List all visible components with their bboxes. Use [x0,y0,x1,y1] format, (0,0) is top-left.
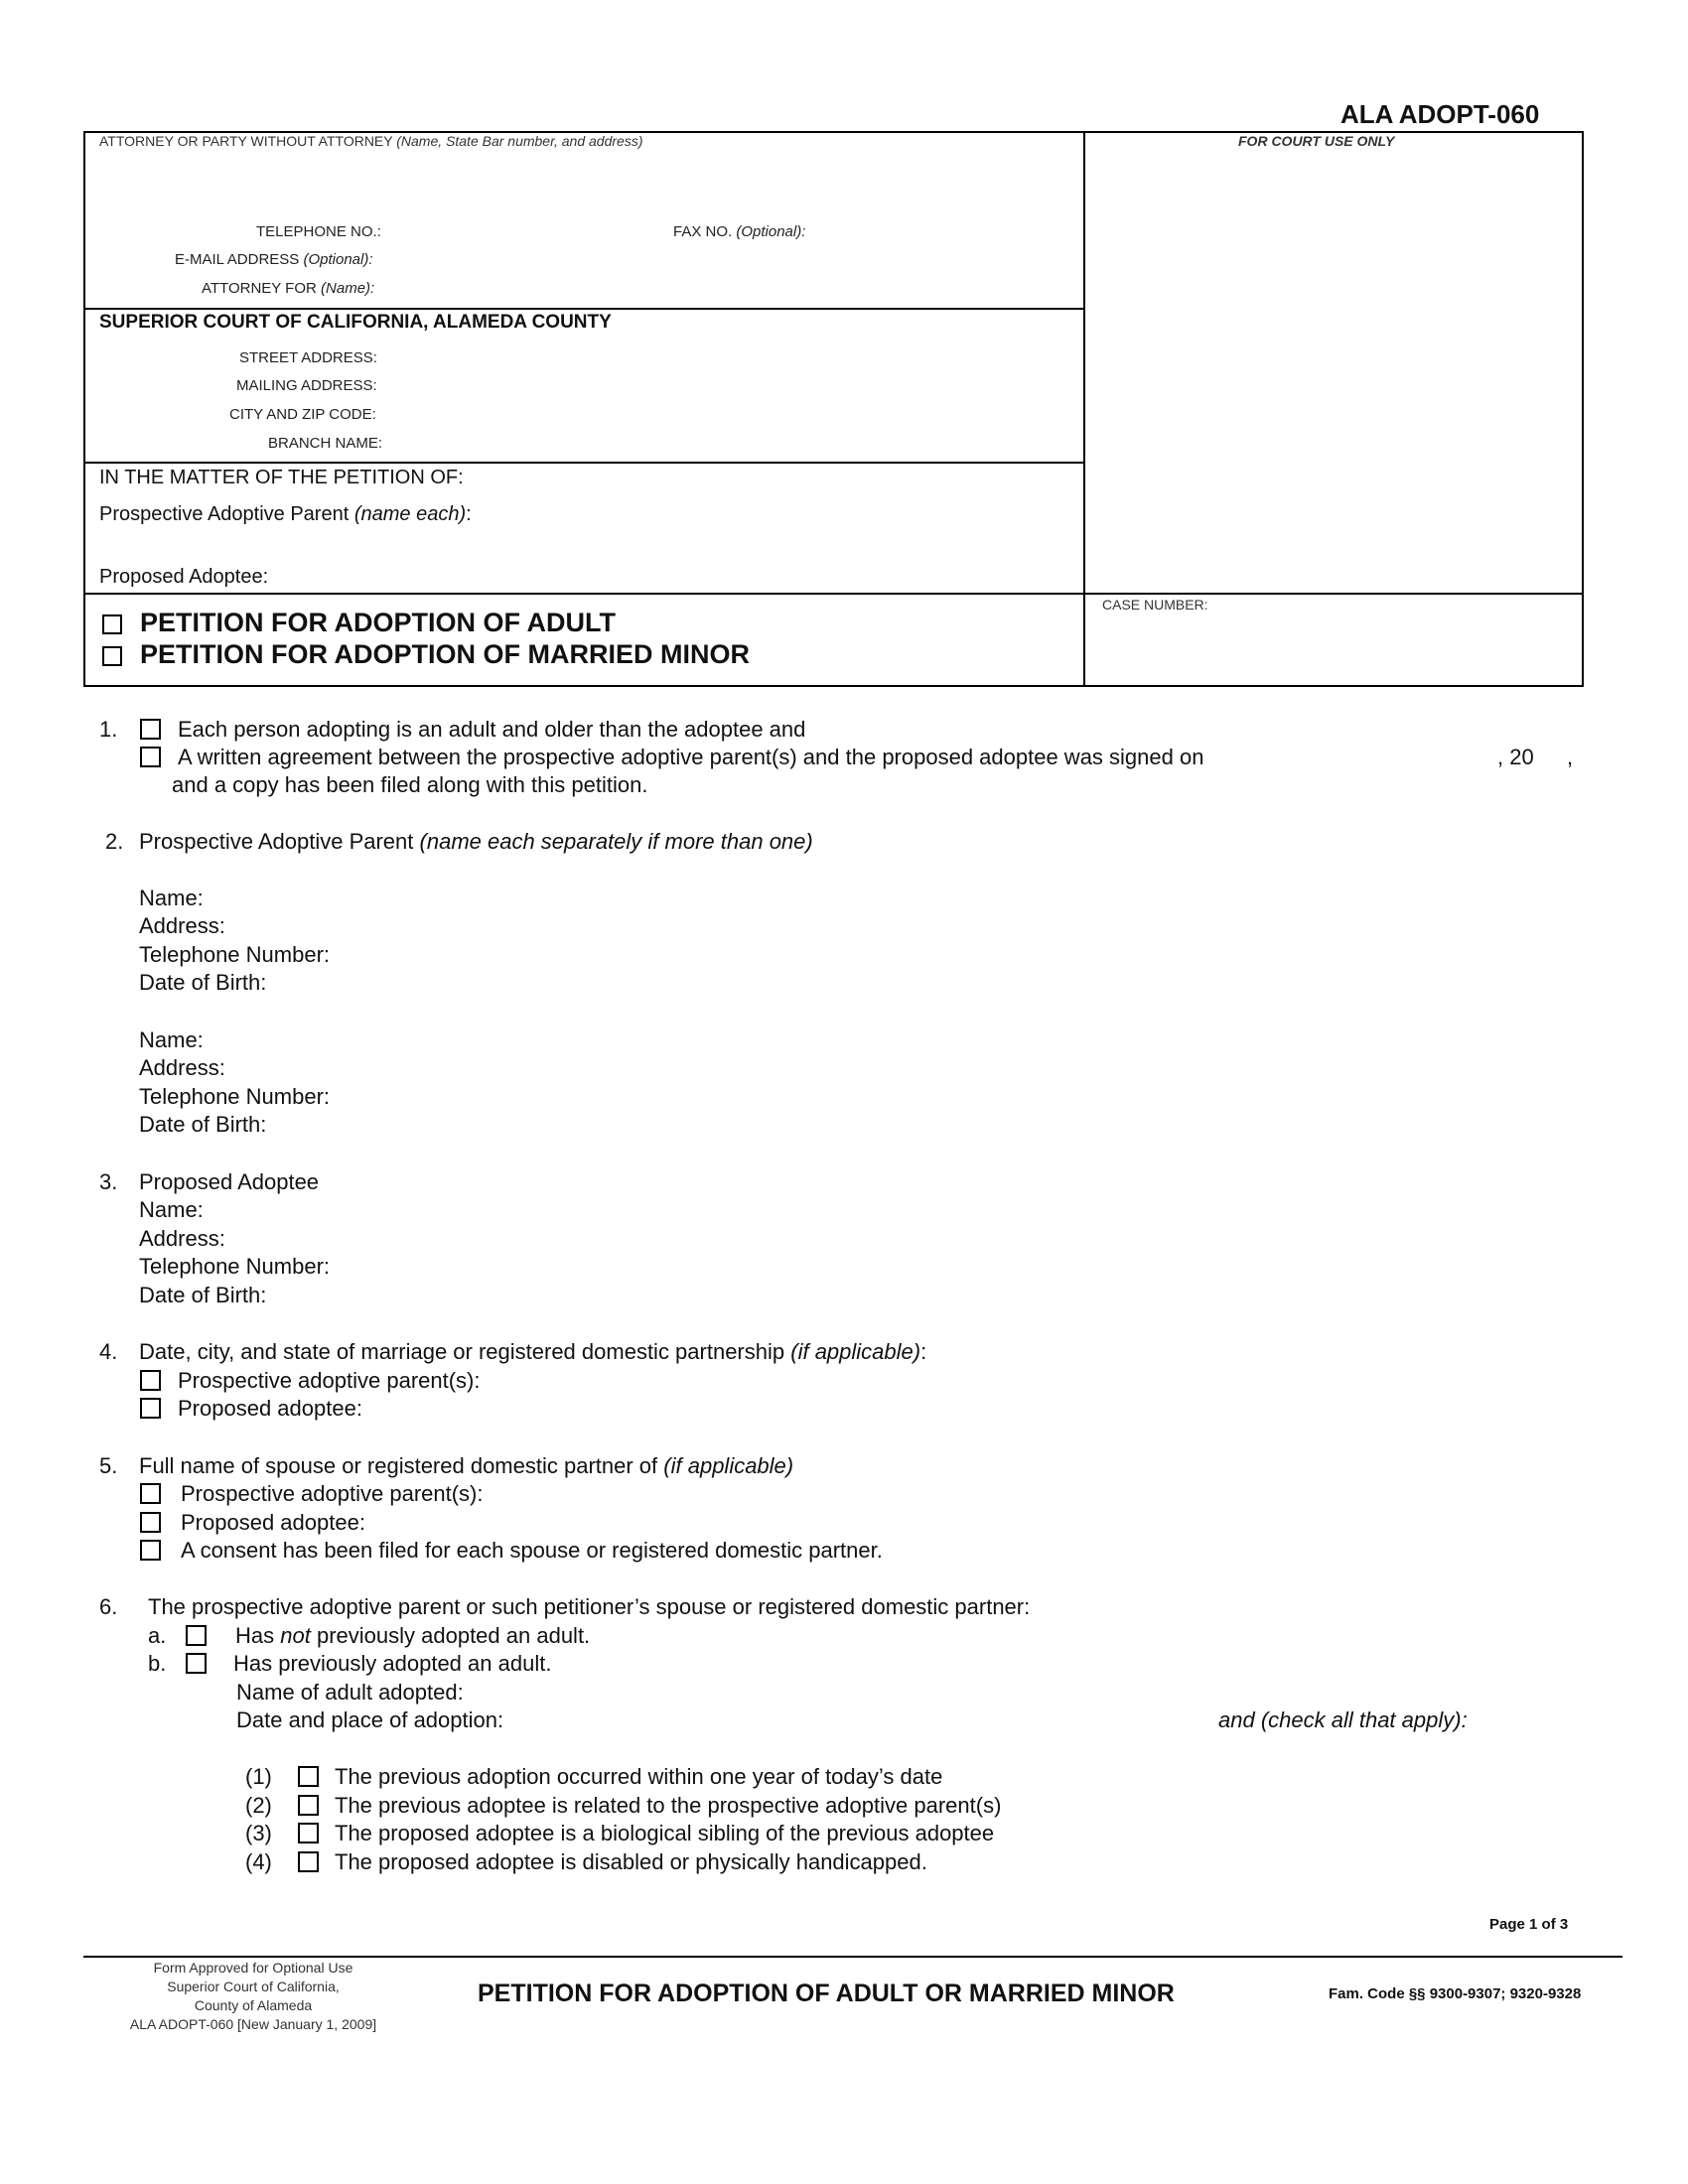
item-6a-text: Has not previously adopted an adult. [235,1623,591,1648]
footer-rule [83,1956,1622,1958]
item-6a-checkbox[interactable] [186,1625,207,1646]
parent2-phone-label: Telephone Number: [139,1084,331,1109]
item-1a-text: Each person adopting is an adult and older than the adoptee and [178,717,806,742]
caption-divider [1083,131,1085,687]
check-all-label: and (check all that apply): [1218,1707,1468,1732]
footer-title: PETITION FOR ADOPTION OF ADULT OR MARRIED MINOR [478,1979,1175,2007]
item-2-number: 2. [105,829,124,854]
item-1b-year: , 20 [1497,745,1534,769]
footer-code: Fam. Code §§ 9300-9307; 9320-9328 [1329,1985,1582,2002]
parent2-address-label: Address: [139,1055,225,1080]
caption-line-3 [83,593,1584,595]
email-label: E-MAIL ADDRESS (Optional): [175,251,373,268]
item-1b-checkbox[interactable] [140,747,161,767]
item-6b-checkbox[interactable] [186,1653,207,1674]
item-5-label: Full name of spouse or registered domestic partner of (if applicable) [139,1453,794,1478]
sub-4-checkbox[interactable] [298,1851,319,1872]
item-2-label: Prospective Adoptive Parent (name each separately if more than one) [139,829,813,854]
adoptee-label: Proposed Adoptee: [99,566,269,588]
item-1b-comma: , [1567,745,1574,769]
item-6a-letter: a. [148,1623,167,1648]
parent2-name-label: Name: [139,1027,204,1052]
item-3-number: 3. [99,1169,118,1194]
caption-line-2 [83,462,1084,464]
adult-petition-checkbox[interactable] [102,614,122,634]
fax-label: FAX NO. (Optional): [673,223,806,240]
sub-2-text: The previous adoptee is related to the prospective adoptive parent(s) [335,1793,1002,1818]
parent2-dob-label: Date of Birth: [139,1112,267,1137]
sub-4-text: The proposed adoptee is disabled or physically handicapped. [335,1849,927,1874]
item-5-adoptee-text: Proposed adoptee: [181,1510,365,1535]
item-1-number: 1. [99,717,118,742]
name-adult-adopted-label: Name of adult adopted: [236,1680,464,1705]
title-minor: PETITION FOR ADOPTION OF MARRIED MINOR [140,639,750,669]
item-5-parent-checkbox[interactable] [140,1483,161,1504]
telephone-label: TELEPHONE NO.: [256,223,381,240]
approved-line-3: County of Alameda [194,1997,313,2013]
item-4-parent-text: Prospective adoptive parent(s): [178,1368,481,1393]
sub-3-text: The proposed adoptee is a biological sibling of the previous adoptee [335,1821,995,1845]
court-name: SUPERIOR COURT OF CALIFORNIA, ALAMEDA COUNTY [99,312,612,333]
item-4-parent-checkbox[interactable] [140,1370,161,1391]
item-5-number: 5. [99,1453,118,1478]
sub-1-number: (1) [245,1764,272,1789]
item-5-adoptee-checkbox[interactable] [140,1512,161,1533]
item-6-label: The prospective adoptive parent or such petitioner’s spouse or registered domestic partner: [148,1594,1031,1619]
parent1-name-label: Name: [139,886,204,910]
adoptee-name-label: Name: [139,1197,204,1222]
attorney-label: ATTORNEY OR PARTY WITHOUT ATTORNEY (Name, State Bar number, and address) [99,133,643,149]
minor-petition-checkbox[interactable] [102,646,122,666]
sub-2-checkbox[interactable] [298,1795,319,1816]
approved-line-2: Superior Court of California, [167,1979,340,1994]
street-address-label: STREET ADDRESS: [239,349,377,366]
item-1c-text: and a copy has been filed along with this petition. [172,772,648,797]
item-6-number: 6. [99,1594,118,1619]
date-place-adoption-label: Date and place of adoption: [236,1707,504,1732]
sub-1-text: The previous adoption occurred within one year of today’s date [335,1764,943,1789]
item-4-adoptee-checkbox[interactable] [140,1398,161,1419]
adoptee-dob-label: Date of Birth: [139,1283,267,1307]
parent1-phone-label: Telephone Number: [139,942,331,967]
court-use-only: FOR COURT USE ONLY [1238,133,1395,149]
form-id: ALA ADOPT-060 [1340,99,1540,129]
sub-3-number: (3) [245,1821,272,1845]
item-5-consent-checkbox[interactable] [140,1540,161,1561]
sub-3-checkbox[interactable] [298,1823,319,1843]
item-4-adoptee-text: Proposed adoptee: [178,1396,362,1421]
city-zip-label: CITY AND ZIP CODE: [229,406,376,423]
branch-name-label: BRANCH NAME: [268,435,383,452]
matter-label: IN THE MATTER OF THE PETITION OF: [99,467,464,488]
attorney-for-label: ATTORNEY FOR (Name): [202,280,375,297]
case-number-label: CASE NUMBER: [1102,597,1208,613]
mailing-address-label: MAILING ADDRESS: [236,377,377,394]
parent1-address-label: Address: [139,913,225,938]
parent1-dob-label: Date of Birth: [139,970,267,995]
approved-line-4: ALA ADOPT-060 [New January 1, 2009] [129,2016,377,2032]
sub-2-number: (2) [245,1793,272,1818]
sub-4-number: (4) [245,1849,272,1874]
item-1b-text: A written agreement between the prospective adoptive parent(s) and the proposed adoptee was signed on [178,745,1204,769]
item-1a-checkbox[interactable] [140,719,161,740]
approved-line-1: Form Approved for Optional Use [153,1960,353,1976]
title-adult: PETITION FOR ADOPTION OF ADULT [140,608,616,637]
parent-label: Prospective Adoptive Parent (name each): [99,503,472,525]
item-4-label: Date, city, and state of marriage or registered domestic partnership (if applicable): [139,1339,927,1364]
adoptee-phone-label: Telephone Number: [139,1254,331,1279]
item-5-consent-text: A consent has been filed for each spouse or registered domestic partner. [181,1538,883,1563]
item-4-number: 4. [99,1339,118,1364]
sub-1-checkbox[interactable] [298,1766,319,1787]
adoptee-address-label: Address: [139,1226,225,1251]
item-3-label: Proposed Adoptee [139,1169,320,1194]
item-6b-letter: b. [148,1651,167,1676]
caption-line-1 [83,308,1084,310]
item-5-parent-text: Prospective adoptive parent(s): [181,1481,484,1506]
page-number: Page 1 of 3 [1489,1916,1569,1933]
item-6b-text: Has previously adopted an adult. [233,1651,552,1676]
